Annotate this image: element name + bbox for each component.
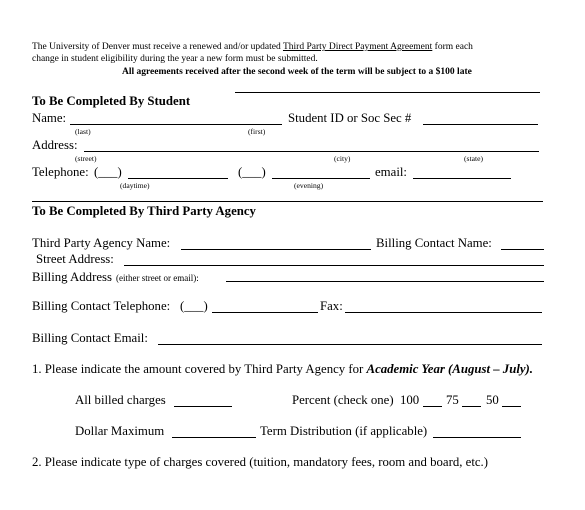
question-1-text: 1. Please indicate the amount covered by Third Party Agency for	[32, 362, 364, 376]
billing-phone-label: Billing Contact Telephone:	[32, 299, 171, 313]
intro-line-1	[32, 42, 473, 52]
student-section-heading: To Be Completed By Student	[32, 94, 191, 108]
evening-area-code[interactable]: (___)	[238, 165, 266, 179]
all-billed-field[interactable]	[174, 406, 232, 407]
street-address-field[interactable]	[124, 265, 544, 266]
billing-address-note: (either street or email):	[116, 273, 199, 283]
agency-section-heading: To Be Completed By Third Party Agency	[32, 204, 256, 218]
billing-email-field[interactable]	[158, 344, 542, 345]
billing-contact-name-label: Billing Contact Name:	[376, 236, 492, 250]
percent-label: Percent (check one)	[292, 393, 394, 407]
name-label: Name:	[32, 111, 67, 125]
percent-75-blank[interactable]	[462, 406, 481, 407]
late-fee-notice: All agreements received after the second week of the term will be subject to a $100 late	[122, 67, 472, 77]
last-caption: (last)	[75, 127, 91, 136]
intro-text: The University of Denver must receive a renewed and/or updated	[32, 42, 281, 52]
academic-year-emphasis: Academic Year (August – July).	[366, 362, 534, 376]
agreement-link[interactable]: Third Party Direct Payment Agreement	[282, 42, 433, 52]
all-billed-label: All billed charges	[75, 393, 166, 407]
billing-phone-area-code[interactable]: (___)	[180, 299, 208, 313]
billing-address-label: Billing Address	[32, 270, 112, 284]
fax-field[interactable]	[345, 312, 542, 313]
billing-address-label-group	[32, 268, 199, 286]
billing-address-field[interactable]	[226, 281, 544, 282]
intro-line-2: change in student eligibility during the year a new form must be submitted.	[32, 54, 318, 64]
billing-contact-name-field[interactable]	[501, 249, 544, 250]
email-field[interactable]	[413, 178, 511, 179]
address-field[interactable]	[84, 151, 539, 152]
street-caption: (street)	[75, 154, 97, 163]
street-address-label: Street Address:	[36, 252, 114, 266]
term-distribution-field[interactable]	[433, 437, 521, 438]
daytime-phone-field[interactable]	[128, 178, 228, 179]
question-1	[32, 362, 533, 377]
telephone-label: Telephone:	[32, 165, 89, 179]
city-caption: (city)	[334, 154, 351, 163]
daytime-area-code[interactable]: (___)	[94, 165, 122, 179]
first-caption: (first)	[248, 127, 266, 136]
student-id-field[interactable]	[423, 124, 538, 125]
agency-name-field[interactable]	[181, 249, 371, 250]
intro-text-end: form each	[434, 42, 473, 52]
state-caption: (state)	[464, 154, 483, 163]
question-2: 2. Please indicate type of charges covered (tuition, mandatory fees, room and board, etc.)	[32, 455, 489, 469]
percent-50-label: 50	[486, 393, 499, 407]
evening-caption: (evening)	[294, 181, 324, 190]
daytime-caption: (daytime)	[120, 181, 150, 190]
email-label: email:	[375, 165, 407, 179]
dollar-maximum-field[interactable]	[172, 437, 256, 438]
section-divider	[32, 201, 543, 202]
percent-50-blank[interactable]	[502, 406, 521, 407]
billing-email-label: Billing Contact Email:	[32, 331, 148, 345]
divider	[235, 92, 540, 93]
term-distribution-label: Term Distribution (if applicable)	[260, 424, 428, 438]
percent-100-label: 100	[400, 393, 420, 407]
fax-label: Fax:	[320, 299, 343, 313]
name-field[interactable]	[70, 124, 282, 125]
student-id-label: Student ID or Soc Sec #	[288, 111, 412, 125]
agency-name-label: Third Party Agency Name:	[32, 236, 171, 250]
address-label: Address:	[32, 138, 78, 152]
dollar-maximum-label: Dollar Maximum	[75, 424, 165, 438]
billing-phone-field[interactable]	[212, 312, 318, 313]
evening-phone-field[interactable]	[272, 178, 370, 179]
percent-100-blank[interactable]	[423, 406, 442, 407]
percent-75-label: 75	[446, 393, 459, 407]
